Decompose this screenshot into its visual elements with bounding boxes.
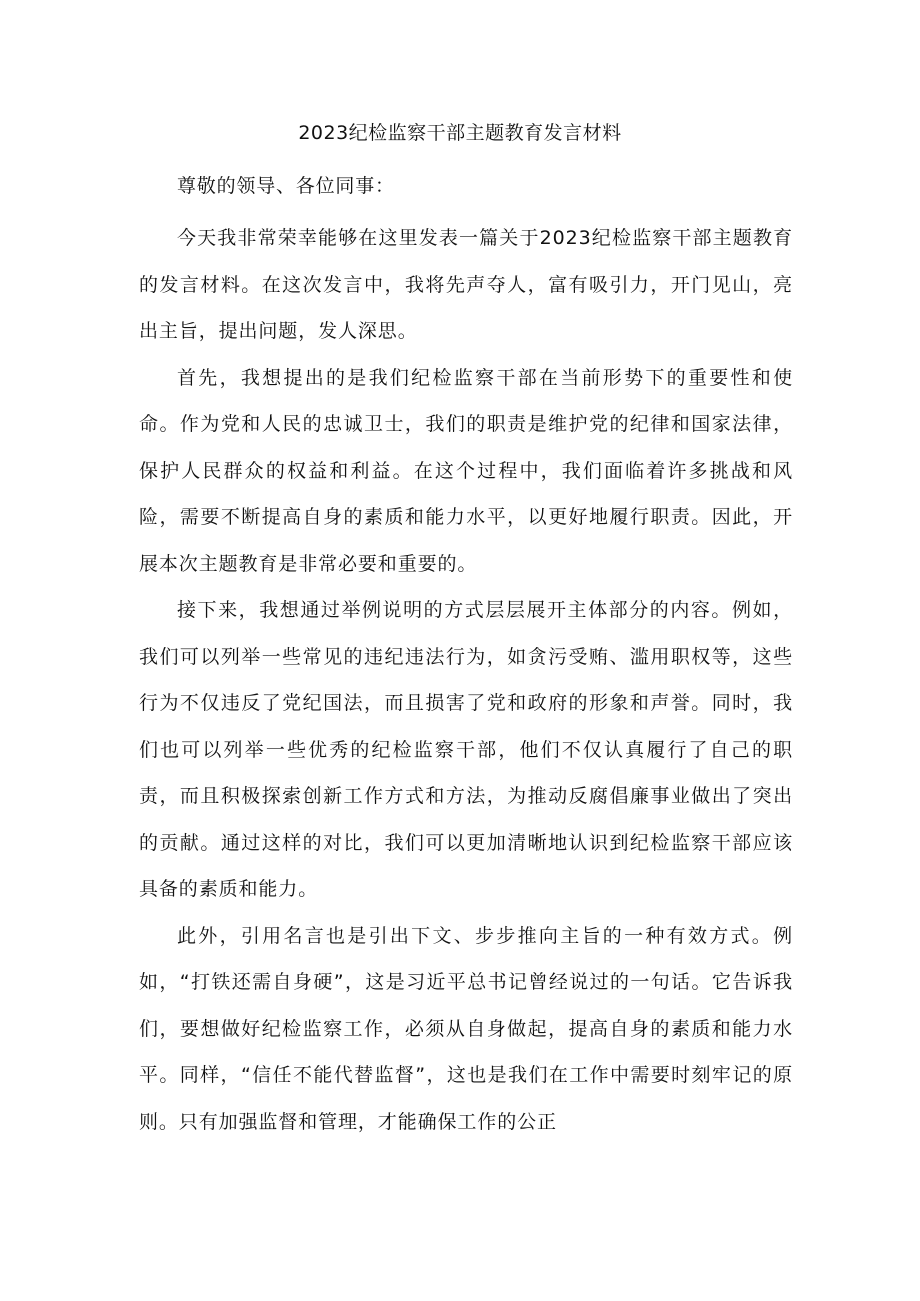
paragraph-intro: 今天我非常荣幸能够在这里发表一篇关于2023纪检监察干部主题教育的发言材料。在这次发言中，我将先声夺人，富有吸引力，开门见山，亮出主旨，提出问题，发人深思。 [139,227,793,342]
paragraph-examples: 接下来，我想通过举例说明的方式层层展开主体部分的内容。例如，我们可以列举一些常见的违纪违法行为，如贪污受贿、滥用职权等，这些行为不仅违反了党纪国法，而且损害了党和政府的形象和声誉。同时，我们也可以列举一些优秀的纪检监察干部，他们不仅认真履行了自己的职责，而且积极探索创新工作方式和方法，为推动反腐倡廉事业做出了突出的贡献。通过这样的对比，我们可以更加清晰地认识到纪检监察干部应该具备的素质和能力。 [139,599,793,900]
paragraph-quotes: 此外，引用名言也是引出下文、步步推向主旨的一种有效方式。例如，“打铁还需自身硬”，这是习近平总书记曾经说过的一句话。它告诉我们，要想做好纪检监察工作，必须从自身做起，提高自身的素质和能力水平。同样，“信任不能代替监督”，这也是我们在工作中需要时刻牢记的原则。只有加强监督和管理，才能确保工作的公正 [139,924,793,1133]
document-body [139,163,793,1145]
paragraph-importance: 首先，我想提出的是我们纪检监察干部在当前形势下的重要性和使命。作为党和人民的忠诚卫士，我们的职责是维护党的纪律和国家法律，保护人民群众的权益和利益。在这个过程中，我们面临着许多挑战和风险，需要不断提高自身的素质和能力水平，以更好地履行职责。因此，开展本次主题教育是非常必要和重要的。 [139,366,793,575]
salutation: 尊敬的领导、各位同事： [177,175,395,197]
document-title: 2023纪检监察干部主题教育发言材料 [298,122,622,144]
